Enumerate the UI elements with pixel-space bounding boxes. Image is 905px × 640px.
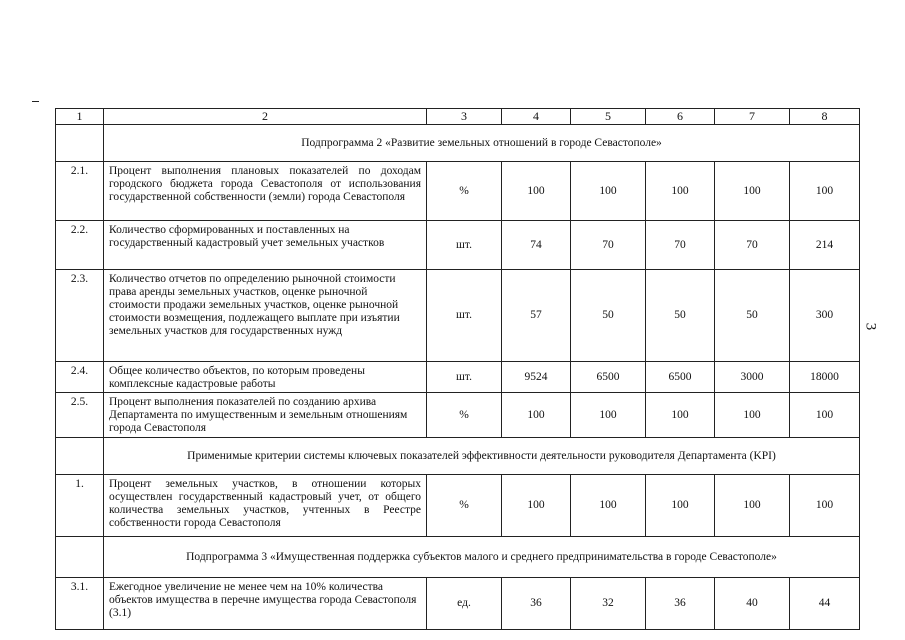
row-number: 2.4. bbox=[56, 362, 104, 393]
row-description: Количество отчетов по определению рыночной стоимости права аренды земельных участков, оценке рыночной стоимости продажи земельных участков, оценке рыночной стоимости возмещения, подлежащего выплате при изъятии земельных участков для государственных нужд bbox=[104, 270, 427, 362]
row-value-col6: 100 bbox=[646, 393, 715, 438]
header-row bbox=[56, 109, 860, 125]
row-number: 2.3. bbox=[56, 270, 104, 362]
table-row bbox=[56, 270, 860, 362]
section-row bbox=[56, 125, 860, 162]
section-row bbox=[56, 537, 860, 578]
row-value-col5: 50 bbox=[571, 270, 646, 362]
indicators-table bbox=[55, 108, 860, 630]
header-cell: 6 bbox=[646, 109, 715, 125]
header-cell: 4 bbox=[502, 109, 571, 125]
row-value-col5: 100 bbox=[571, 475, 646, 537]
row-number: 1. bbox=[56, 475, 104, 537]
row-value-col4: 36 bbox=[502, 578, 571, 630]
row-value-col6: 70 bbox=[646, 221, 715, 270]
table-row bbox=[56, 162, 860, 221]
row-unit: шт. bbox=[427, 221, 502, 270]
header-cell: 1 bbox=[56, 109, 104, 125]
row-value-col7: 100 bbox=[715, 162, 790, 221]
row-description: Количество сформированных и поставленных на государственный кадастровый учет земельных участков bbox=[104, 221, 427, 270]
table-row bbox=[56, 393, 860, 438]
row-value-col5: 6500 bbox=[571, 362, 646, 393]
row-value-col8: 214 bbox=[790, 221, 860, 270]
table-row bbox=[56, 578, 860, 630]
row-value-col7: 50 bbox=[715, 270, 790, 362]
row-value-col4: 74 bbox=[502, 221, 571, 270]
row-value-col5: 100 bbox=[571, 393, 646, 438]
row-value-col6: 100 bbox=[646, 162, 715, 221]
row-value-col6: 50 bbox=[646, 270, 715, 362]
row-description: Общее количество объектов, по которым проведены комплексные кадастровые работы bbox=[104, 362, 427, 393]
row-number: 3.1. bbox=[56, 578, 104, 630]
row-unit: % bbox=[427, 393, 502, 438]
section-title-subprogram2: Подпрограмма 2 «Развитие земельных отношений в городе Севастополе» bbox=[104, 125, 860, 162]
row-value-col5: 100 bbox=[571, 162, 646, 221]
row-description: Процент выполнения показателей по созданию архива Департамента по имущественным и земельным отношениям города Севастополя bbox=[104, 393, 427, 438]
row-value-col6: 6500 bbox=[646, 362, 715, 393]
row-value-col8: 18000 bbox=[790, 362, 860, 393]
row-value-col7: 70 bbox=[715, 221, 790, 270]
row-value-col7: 40 bbox=[715, 578, 790, 630]
row-value-col8: 100 bbox=[790, 162, 860, 221]
row-unit: шт. bbox=[427, 362, 502, 393]
row-number: 2.5. bbox=[56, 393, 104, 438]
section-title-subprogram3: Подпрограмма 3 «Имущественная поддержка субъектов малого и среднего предпринимательства в городе Севастополе» bbox=[104, 537, 860, 578]
header-cell: 7 bbox=[715, 109, 790, 125]
page-number: 3 bbox=[862, 322, 879, 331]
row-value-col4: 9524 bbox=[502, 362, 571, 393]
row-value-col7: 100 bbox=[715, 393, 790, 438]
row-number: 2.1. bbox=[56, 162, 104, 221]
row-unit: % bbox=[427, 475, 502, 537]
row-value-col6: 100 bbox=[646, 475, 715, 537]
header-cell: 3 bbox=[427, 109, 502, 125]
header-cell: 2 bbox=[104, 109, 427, 125]
row-value-col8: 100 bbox=[790, 475, 860, 537]
row-value-col4: 100 bbox=[502, 162, 571, 221]
section-title-kpi: Применимые критерии системы ключевых показателей эффективности деятельности руководителя Департамента (KPI) bbox=[104, 438, 860, 475]
row-description: Процент земельных участков, в отношении которых осуществлен государственный кадастровый учет, от общего количества земельных участков, учтенных в Реестре собственности города Севастополя bbox=[104, 475, 427, 537]
row-value-col4: 100 bbox=[502, 475, 571, 537]
blank-cell bbox=[56, 537, 104, 578]
table-row bbox=[56, 362, 860, 393]
row-value-col4: 100 bbox=[502, 393, 571, 438]
row-value-col8: 100 bbox=[790, 393, 860, 438]
table-row bbox=[56, 475, 860, 537]
row-unit: шт. bbox=[427, 270, 502, 362]
row-description: Процент выполнения плановых показателей по доходам городского бюджета города Севастополя от использования государственной собственности (земли) города Севастополя bbox=[104, 162, 427, 221]
header-cell: 8 bbox=[790, 109, 860, 125]
table-row bbox=[56, 221, 860, 270]
margin-dash bbox=[32, 101, 39, 102]
row-value-col4: 57 bbox=[502, 270, 571, 362]
row-value-col8: 300 bbox=[790, 270, 860, 362]
blank-cell bbox=[56, 438, 104, 475]
row-unit: % bbox=[427, 162, 502, 221]
row-value-col5: 32 bbox=[571, 578, 646, 630]
row-value-col7: 3000 bbox=[715, 362, 790, 393]
section-row bbox=[56, 438, 860, 475]
header-cell: 5 bbox=[571, 109, 646, 125]
row-description: Ежегодное увеличение не менее чем на 10% количества объектов имущества в перечне имущества города Севастополя (3.1) bbox=[104, 578, 427, 630]
row-value-col8: 44 bbox=[790, 578, 860, 630]
row-value-col7: 100 bbox=[715, 475, 790, 537]
row-value-col6: 36 bbox=[646, 578, 715, 630]
row-unit: ед. bbox=[427, 578, 502, 630]
blank-cell bbox=[56, 125, 104, 162]
row-number: 2.2. bbox=[56, 221, 104, 270]
row-value-col5: 70 bbox=[571, 221, 646, 270]
